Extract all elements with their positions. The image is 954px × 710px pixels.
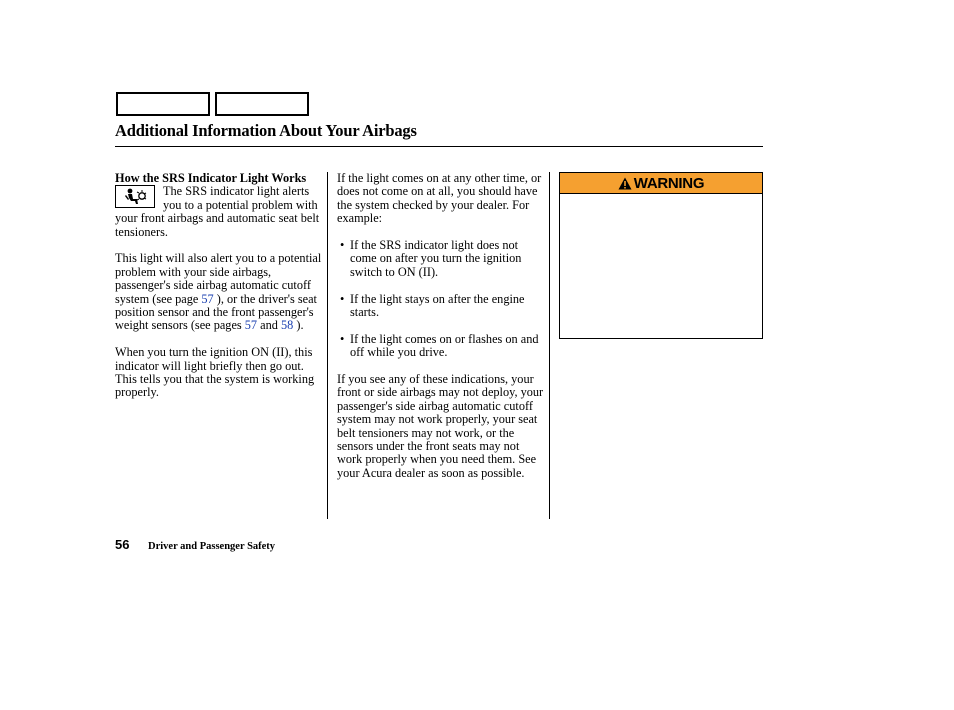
- list-item: • If the light stays on after the engine starts.: [340, 291, 525, 320]
- column-divider: [327, 172, 328, 519]
- paragraph-light-intro: If the light comes on at any other time, or does not come on at all, you should have the system checked by your dealer. For example:: [337, 171, 542, 226]
- paragraph-side-airbags: This light will also alert you to a potential problem with your side airbags, passenger's side airbag automatic cutoff system (see page 57 ), or the driver's seat position sensor and the front passenger's weight sensors (see pages 57 and 58 ).: [115, 251, 322, 333]
- srs-airbag-indicator-icon: [115, 185, 155, 208]
- nav-button-next[interactable]: [215, 92, 309, 116]
- warning-triangle-icon: [618, 177, 632, 190]
- paragraph-ignition-check: When you turn the ignition ON (II), this indicator will light briefly then go out. This tells you that the system is working properly.: [115, 345, 315, 400]
- page-number: 56: [115, 537, 130, 552]
- column-divider: [549, 172, 550, 519]
- nav-button-previous[interactable]: [116, 92, 210, 116]
- warning-box: [559, 172, 763, 339]
- title-divider: [115, 146, 763, 147]
- list-item: • If the SRS indicator light does not come on after you turn the ignition switch to ON (II).: [340, 238, 522, 279]
- list-item: • If the light comes on or flashes on and off while you drive.: [340, 331, 539, 360]
- page-title: Additional Information About Your Airbags: [115, 121, 417, 140]
- page-link-57-b[interactable]: 57: [244, 318, 258, 333]
- paragraph-srs-intro: The SRS indicator light alerts you to a potential problem with your front airbags and automatic seat belt tensioners.: [115, 184, 320, 239]
- paragraph-indications: If you see any of these indications, your front or side airbags may not deploy, your passenger's side airbag automatic cutoff system may not work properly, your seat belt tensioners may not work, or the sensors under the front seats may not work properly when you need them. See your Acura dealer as soon as possible.: [337, 372, 544, 480]
- section-name: Driver and Passenger Safety: [148, 541, 276, 552]
- page-link-57[interactable]: 57: [201, 291, 214, 306]
- section-subheading: How the SRS Indicator Light Works: [115, 171, 307, 185]
- warning-label: WARNING: [633, 174, 705, 192]
- page-link-58[interactable]: 58: [280, 318, 294, 333]
- warning-header: [560, 173, 762, 194]
- column-left: [115, 172, 323, 400]
- column-middle: [337, 172, 545, 480]
